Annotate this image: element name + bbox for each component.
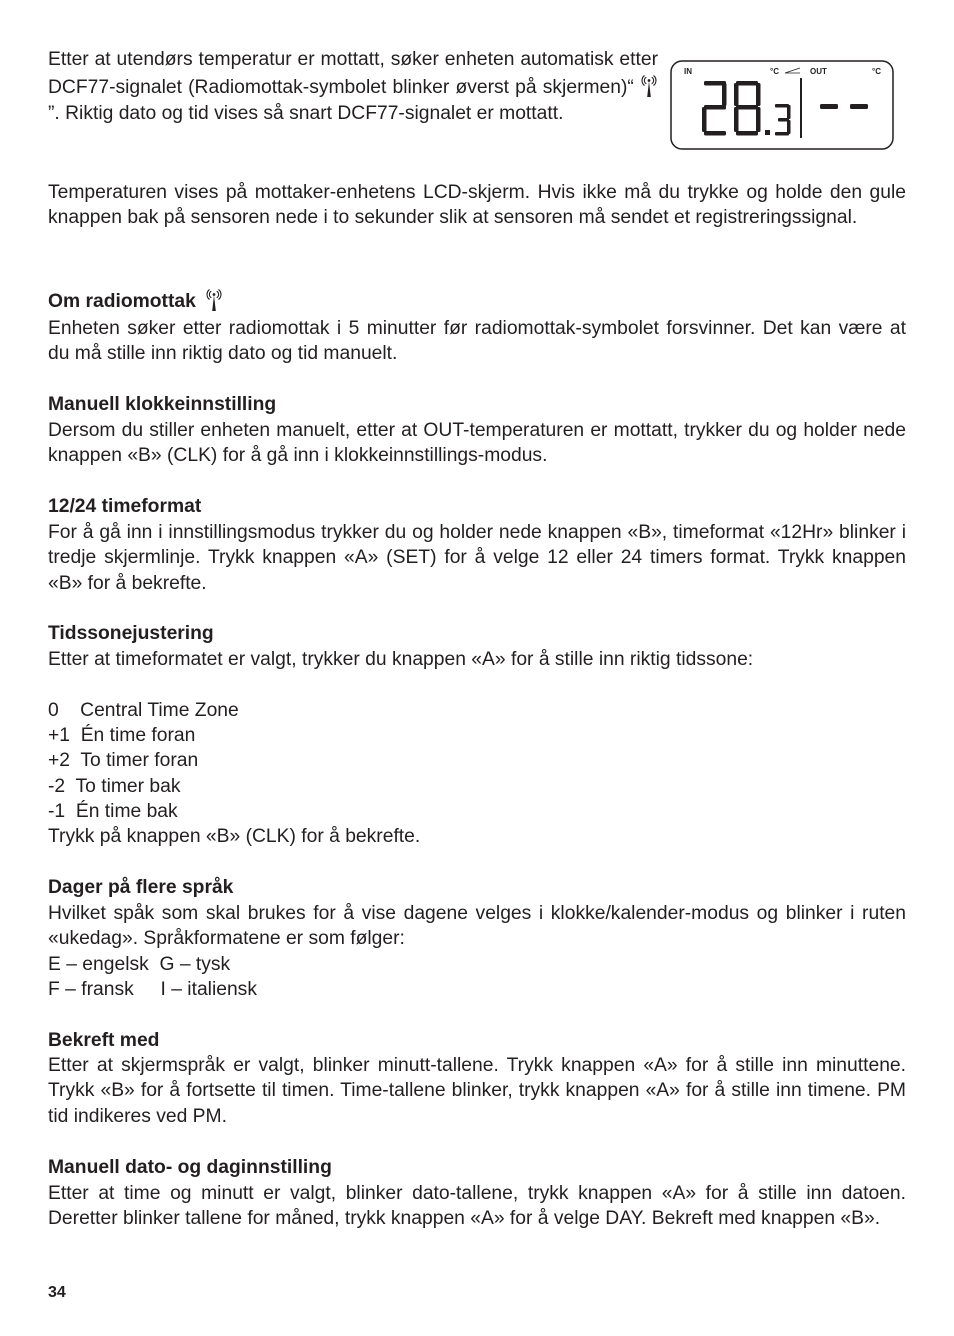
radio-heading	[48, 286, 906, 314]
timezone-item: -2 To timer bak	[48, 776, 181, 797]
lcd-divider	[800, 78, 802, 138]
lcd-in-label: IN	[684, 67, 692, 76]
clock-heading: Manuell klokkeinnstilling	[48, 394, 277, 415]
language-line: E – engelsk G – tysk	[48, 954, 231, 975]
radio-paragraph: Enheten søker etter radiomottak i 5 minutter før radiomottak-symbolet forsvinner. Det kan være at du må stille inn riktig dato og tid manuelt.	[48, 318, 906, 365]
lcd-display-illustration	[670, 60, 894, 150]
confirm-paragraph: Etter at skjermspråk er valgt, blinker minutt-tallene. Trykk knappen «A» for å stille inn minuttene. Trykk «B» for å fortsette til timen. Time-tallene blinker, trykk knappen «A» for å stille inn timene. PM tid indikeres ved PM.	[48, 1055, 906, 1127]
lcd-decimal-point	[765, 130, 770, 135]
days-paragraph: Hvilket spåk som skal brukes for å vise dagene velges i klokke/kalender-modus og blinker i ruten «ukedag». Språkformatene er som følger:	[48, 903, 906, 950]
format-heading: 12/24 timeformat	[48, 496, 202, 517]
lcd-in-unit: °C	[770, 67, 779, 76]
lcd-out-unit: °C	[872, 67, 881, 76]
radio-heading-text: Om radiomottak	[48, 291, 196, 312]
lcd-out-dash	[850, 104, 868, 109]
timezone-item: +1 Én time foran	[48, 725, 196, 746]
intro-paragraph	[48, 47, 658, 126]
lcd-out-label: OUT	[810, 67, 827, 76]
confirm-heading: Bekreft med	[48, 1030, 160, 1051]
days-heading: Dager på flere språk	[48, 877, 234, 898]
timezone-item: -1 Én time bak	[48, 801, 178, 822]
timezone-item: +2 To timer foran	[48, 750, 199, 771]
intro-text-1: Etter at utendørs temperatur er mottatt, søker enheten automatisk etter DCF77-signalet (Radiomottak-symbolet blinker øverst på skjermen)“	[48, 49, 658, 99]
timezone-heading: Tidssonejustering	[48, 623, 214, 644]
timezone-paragraph: Etter at timeformatet er valgt, trykker du knappen «A» for å stille inn riktig tidssone:	[48, 649, 754, 670]
radio-antenna-icon	[640, 72, 658, 100]
timezone-confirm: Trykk på knappen «B» (CLK) for å bekrefte.	[48, 826, 421, 847]
lcd-temperature-paragraph: Temperaturen vises på mottaker-enhetens LCD-skjerm. Hvis ikke må du trykke og holde den gule knappen bak på sensoren nede i to sekunder slik at sensoren må sendet et registreringssignal.	[48, 182, 906, 229]
format-paragraph: For å gå inn i innstillingsmodus trykker du og holder nede knappen «B», timeformat «12Hr» blinker i tredje skjermlinje. Trykk knappen «A» (SET) for å velge 12 eller 24 timers format. Trykk knappen «B» for å bekrefte.	[48, 522, 906, 594]
intro-text-2: ”. Riktig dato og tid vises så snart DCF77-signalet er mottatt.	[48, 102, 564, 124]
language-line: F – fransk I – italiensk	[48, 979, 257, 1000]
clock-paragraph: Dersom du stiller enheten manuelt, etter at OUT-temperaturen er mottatt, trykker du og holder nede knappen «B» (CLK) for å gå inn i klokkeinnstillings-modus.	[48, 420, 906, 467]
lcd-out-dash	[820, 104, 838, 109]
page-number: 34	[48, 1284, 66, 1301]
date-heading: Manuell dato- og daginnstilling	[48, 1157, 332, 1178]
date-paragraph: Etter at time og minutt er valgt, blinker dato-tallene, trykk knappen «A» for å stille inn datoen. Deretter blinker tallene for måned, trykk knappen «A» for å velge DAY. Bekreft med knappen «B».	[48, 1183, 906, 1230]
radio-antenna-icon	[205, 286, 223, 314]
timezone-item: 0 Central Time Zone	[48, 700, 239, 721]
